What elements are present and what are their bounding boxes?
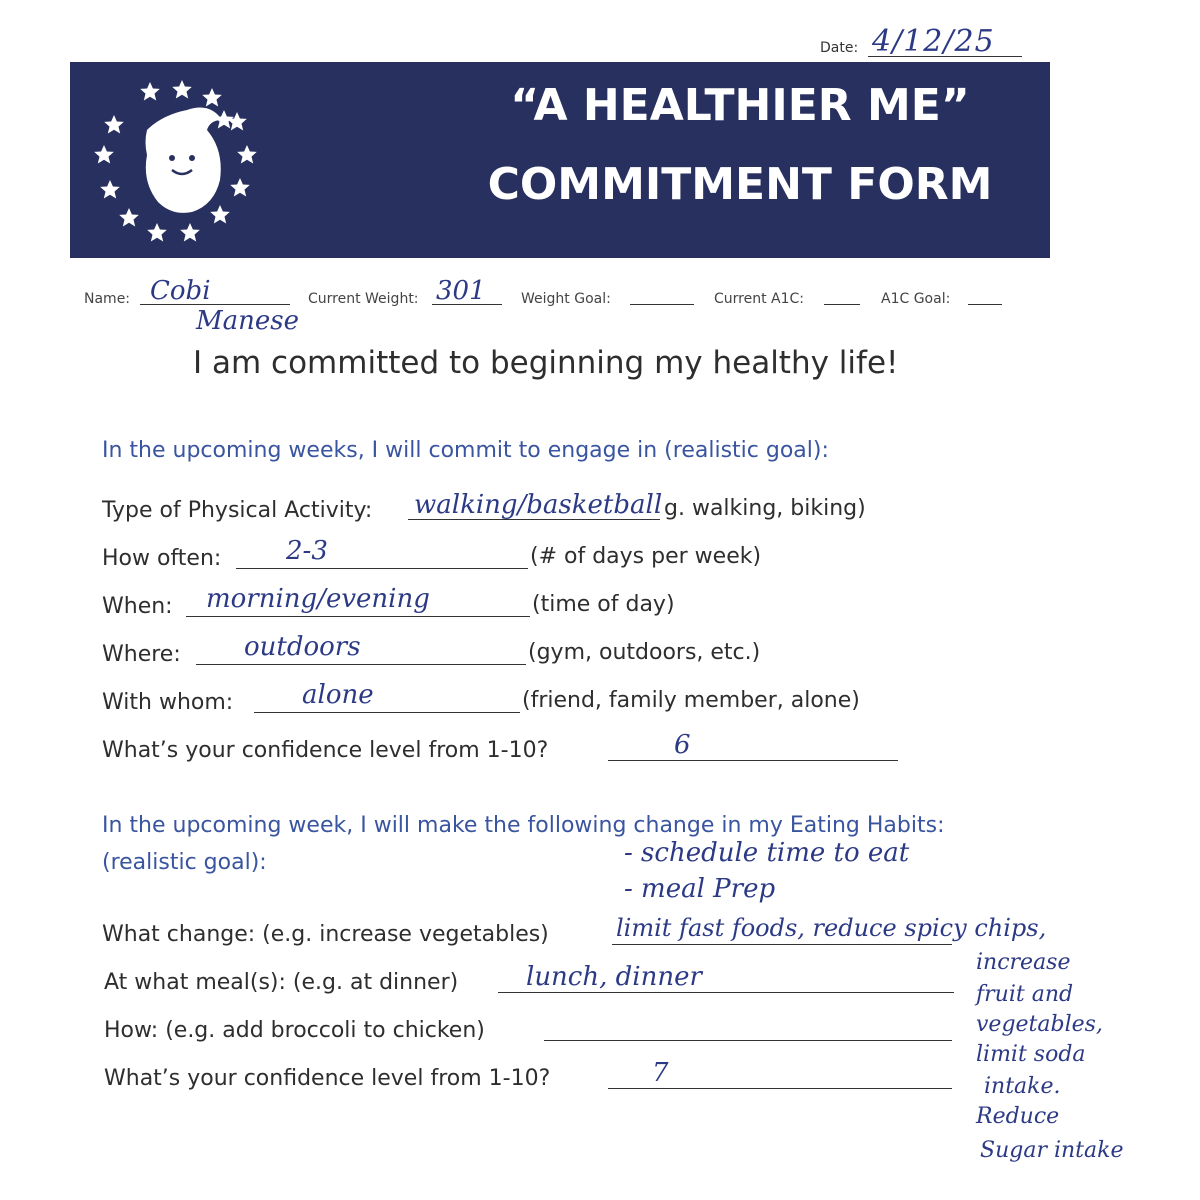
current-weight-underline bbox=[432, 304, 502, 305]
weight-goal-label: Weight Goal: bbox=[521, 291, 611, 307]
eating-note-1[interactable]: - schedule time to eat bbox=[624, 838, 910, 868]
side-note-5: intake. bbox=[984, 1074, 1061, 1099]
date-value[interactable]: 4/12/25 bbox=[872, 24, 995, 59]
with-whom-hint: (friend, family member, alone) bbox=[522, 688, 860, 713]
name-last-value[interactable]: Manese bbox=[196, 306, 299, 336]
where-underline bbox=[196, 664, 526, 665]
eating-confidence-label: What’s your confidence level from 1-10? bbox=[104, 1066, 551, 1091]
meal-underline bbox=[498, 992, 954, 993]
name-label: Name: bbox=[84, 291, 131, 307]
side-note-4: limit soda bbox=[976, 1042, 1086, 1067]
name-underline bbox=[140, 304, 290, 305]
form-title-line2: COMMITMENT FORM bbox=[487, 159, 993, 210]
a1c-goal-field[interactable] bbox=[968, 304, 1002, 305]
commitment-statement: I am committed to beginning my healthy life! bbox=[193, 345, 899, 381]
where-label: Where: bbox=[102, 642, 181, 667]
how-often-underline bbox=[236, 568, 528, 569]
star-ghost-logo bbox=[92, 70, 272, 250]
eating-confidence-answer[interactable]: 7 bbox=[652, 1058, 669, 1088]
activity-confidence-answer[interactable]: 6 bbox=[674, 730, 691, 760]
meal-answer[interactable]: lunch, dinner bbox=[526, 962, 702, 992]
side-note-2: fruit and bbox=[976, 982, 1074, 1007]
activity-confidence-underline bbox=[608, 760, 898, 761]
eating-heading-line1: In the upcoming week, I will make the following change in my Eating Habits: bbox=[102, 813, 945, 838]
with-whom-label: With whom: bbox=[102, 690, 234, 715]
what-change-underline bbox=[612, 944, 952, 945]
current-a1c-label: Current A1C: bbox=[714, 291, 805, 307]
when-answer[interactable]: morning/evening bbox=[206, 584, 430, 614]
what-change-label: What change: (e.g. increase vegetables) bbox=[102, 922, 549, 947]
how-underline[interactable] bbox=[544, 1040, 952, 1041]
form-title-line1: “A HEALTHIER ME” bbox=[510, 80, 970, 131]
when-label: When: bbox=[102, 594, 173, 619]
when-underline bbox=[186, 616, 530, 617]
activity-type-hint: g. walking, biking) bbox=[664, 496, 866, 521]
where-answer[interactable]: outdoors bbox=[244, 632, 361, 662]
what-change-answer[interactable]: limit fast foods, reduce spicy chips, bbox=[616, 914, 1047, 942]
a1c-goal-label: A1C Goal: bbox=[881, 291, 951, 307]
side-note-6: Reduce bbox=[976, 1104, 1060, 1129]
date-underline bbox=[868, 56, 1022, 57]
eating-heading-line2: (realistic goal): bbox=[102, 850, 267, 875]
current-a1c-field[interactable] bbox=[824, 304, 860, 305]
how-often-answer[interactable]: 2-3 bbox=[286, 536, 328, 566]
how-often-hint: (# of days per week) bbox=[530, 544, 762, 569]
eating-confidence-underline bbox=[608, 1088, 952, 1089]
weight-goal-field[interactable] bbox=[630, 304, 694, 305]
eating-note-2[interactable]: - meal Prep bbox=[624, 874, 776, 904]
current-weight-label: Current Weight: bbox=[308, 291, 419, 307]
activity-confidence-label: What’s your confidence level from 1-10? bbox=[102, 738, 549, 763]
with-whom-underline bbox=[254, 712, 520, 713]
meal-label: At what meal(s): (e.g. at dinner) bbox=[104, 970, 459, 995]
when-hint: (time of day) bbox=[532, 592, 675, 617]
activity-type-label: Type of Physical Activity: bbox=[102, 498, 373, 523]
name-first-value[interactable]: Cobi bbox=[150, 276, 211, 306]
date-label: Date: bbox=[820, 40, 859, 56]
current-weight-value[interactable]: 301 bbox=[436, 276, 486, 306]
side-note-1: increase bbox=[976, 950, 1071, 975]
with-whom-answer[interactable]: alone bbox=[302, 680, 374, 710]
side-note-7: Sugar intake bbox=[980, 1138, 1124, 1163]
where-hint: (gym, outdoors, etc.) bbox=[528, 640, 761, 665]
how-label: How: (e.g. add broccoli to chicken) bbox=[104, 1018, 485, 1043]
activity-type-answer[interactable]: walking/basketball bbox=[414, 490, 663, 520]
activity-heading: In the upcoming weeks, I will commit to engage in (realistic goal): bbox=[102, 438, 829, 463]
header-banner bbox=[70, 62, 1050, 258]
how-often-label: How often: bbox=[102, 546, 222, 571]
side-note-3: vegetables, bbox=[976, 1012, 1103, 1037]
